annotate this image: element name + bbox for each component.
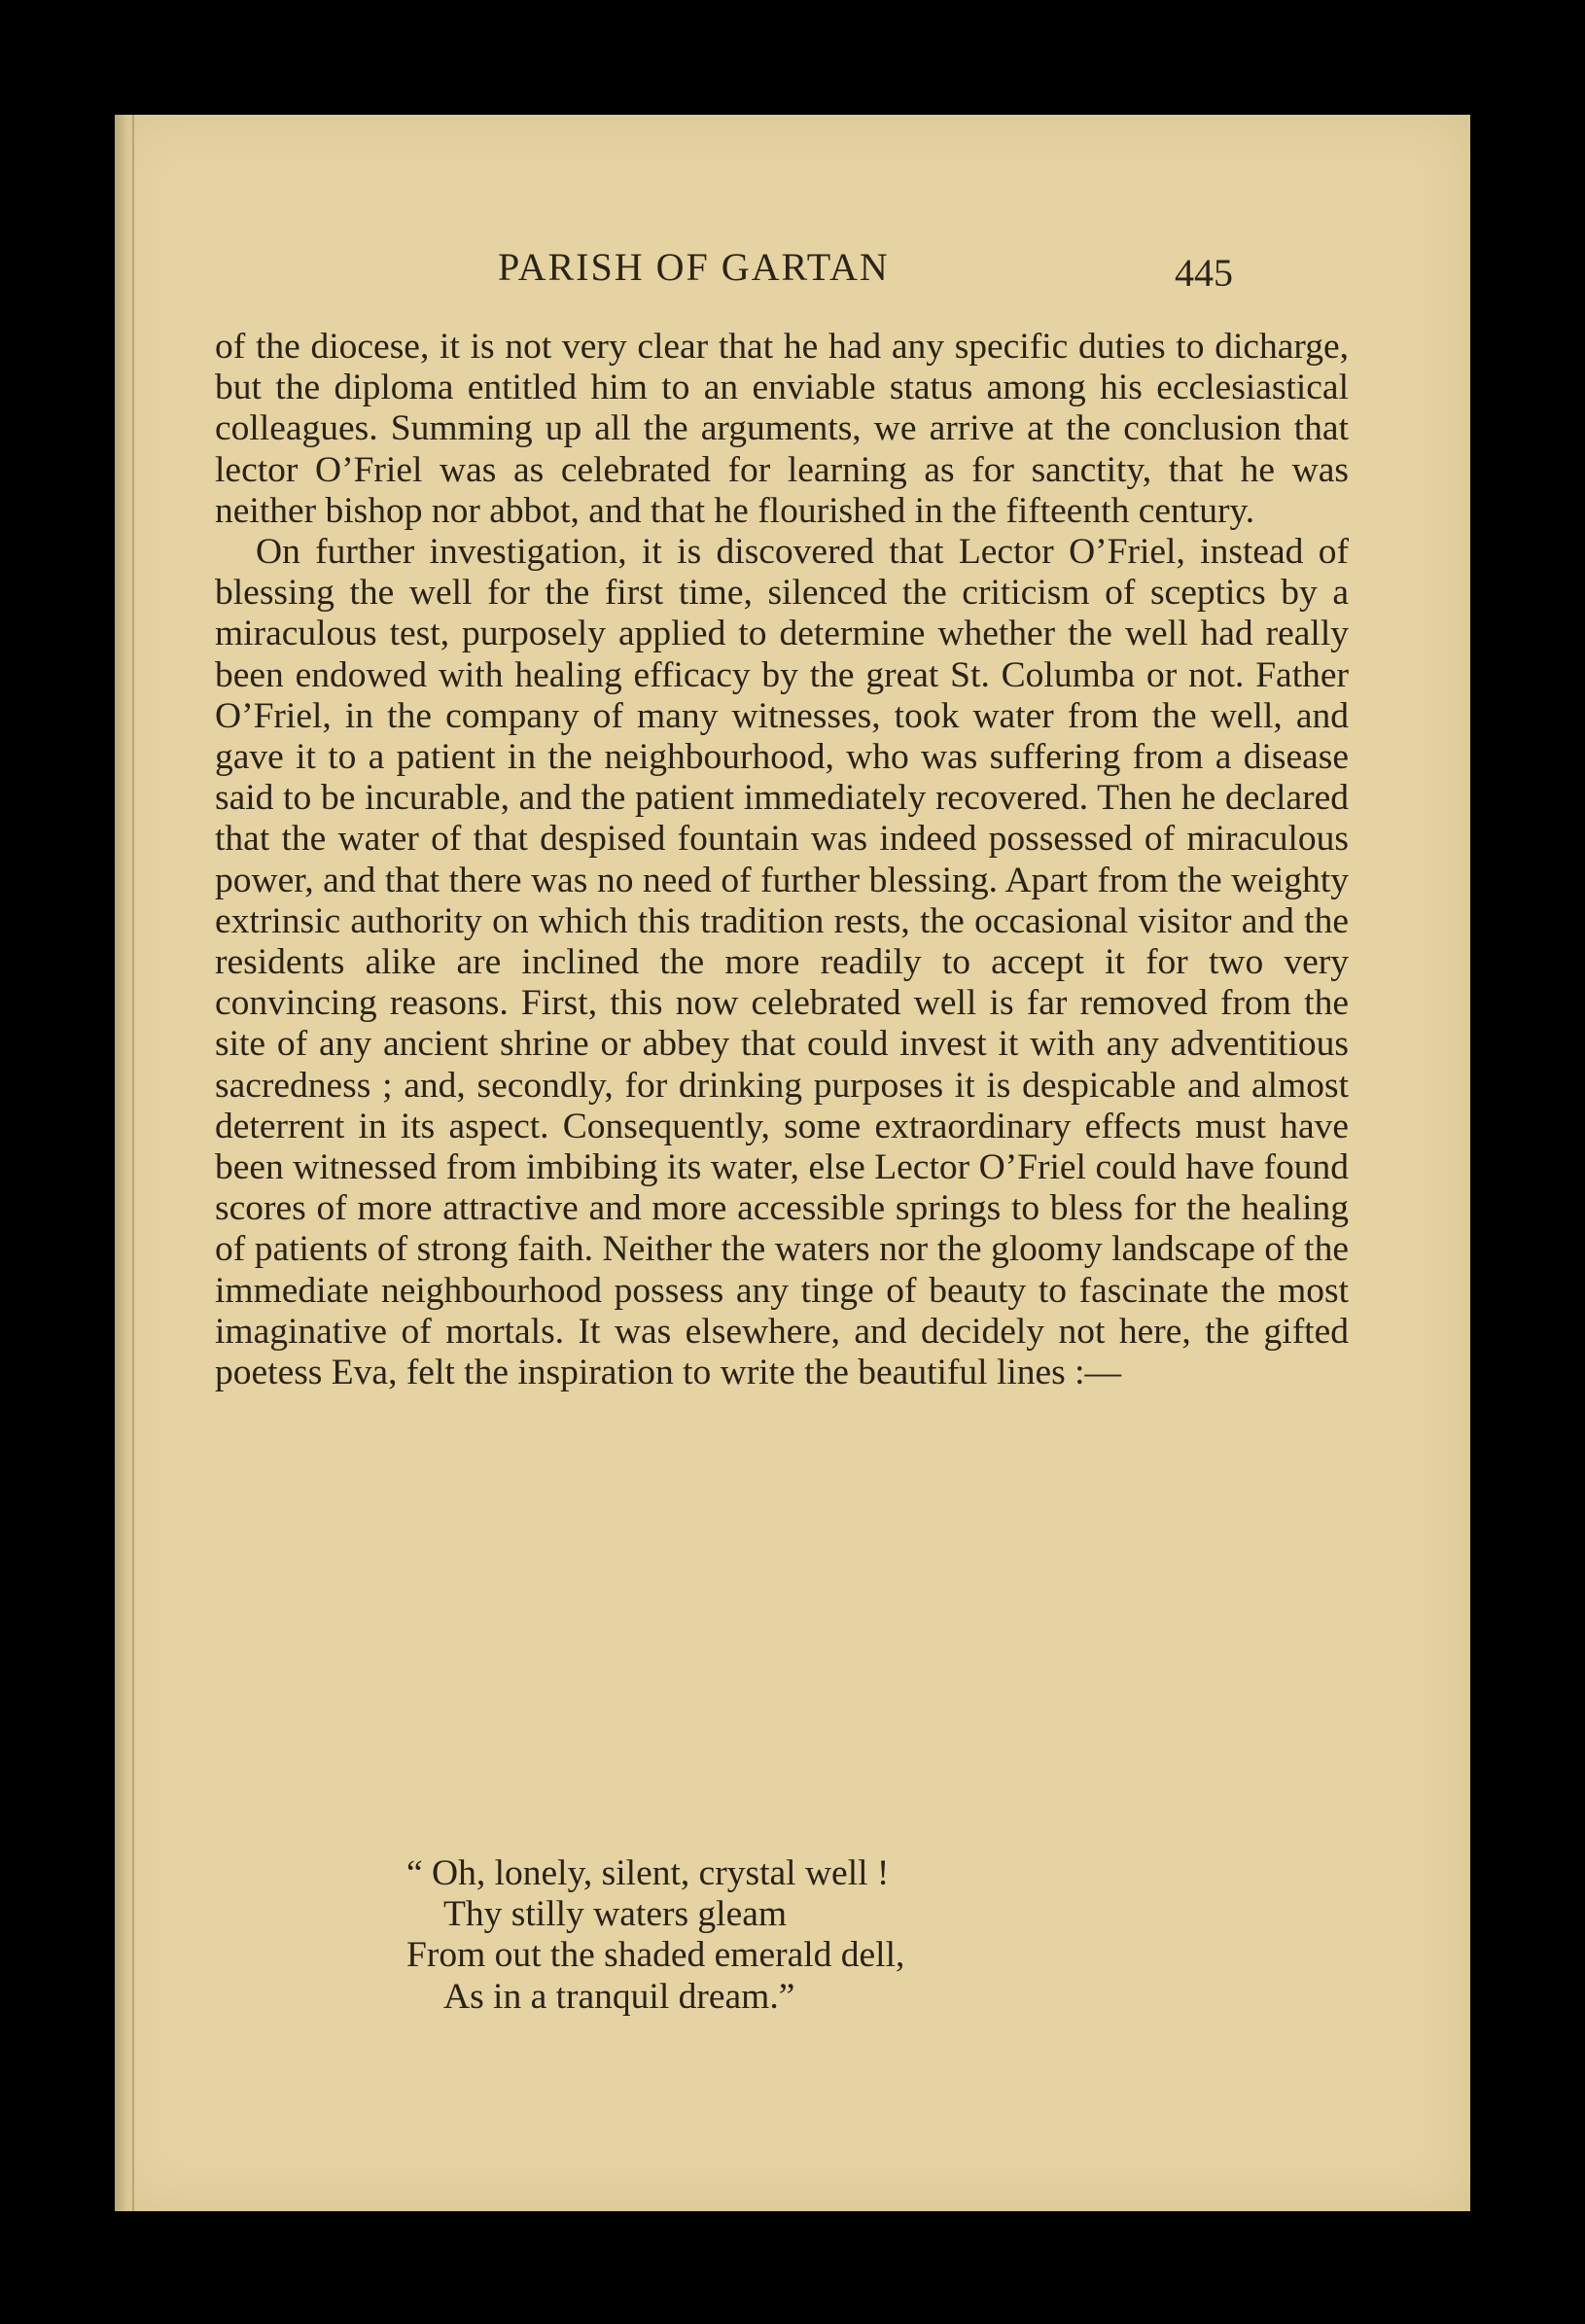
- paragraph-investigation: On further investigation, it is discovered that Lector O’Friel, instead of blessing the well for the first time, silenced the criticism of sceptics by a miraculous test, purposely applied to determine whether the well had really been endowed with healing efficacy by the great St. Columba or not. Father O’Friel, in the company of many witnesses, took water from the well, and gave it to a patient in the neighbourhood, who was suffering from a disease said to be incurable, and the patient immediately recovered. Then he declared that the water of that despised fountain was indeed possessed of miraculous power, and that there was no need of further blessing. Apart from the weighty extrinsic authority on which this tradition rests, the occasional visitor and the residents alike are inclined the more readily to accept it for two very convincing reasons. First, this now celebrated well is far removed from the site of any ancient shrine or abbey that could invest it with any adventitious sacredness ; and, secondly, for drinking purposes it is despicable and almost deterrent in its aspect. Consequently, some extraordinary effects must have been witnessed from imbibing its water, else Lector O’Friel could have found scores of more attractive and more accessible springs to bless for the healing of patients of strong faith. Neither the waters nor the gloomy landscape of the immediate neighbourhood possess any tinge of beauty to fascinate the most imaginative of mortals. It was elsewhere, and decidely not here, the gifted poetess Eva, felt the inspiration to write the beautiful lines :—: [215, 532, 1349, 1393]
- spine-line: [132, 115, 134, 2211]
- book-page: [115, 115, 1470, 2211]
- paragraph-continued: of the diocese, it is not very clear that he had any specific duties to dicharge, but the diploma entitled him to an enviable status among his ecclesiastical colleagues. Summing up all the arguments, we arrive at the conclusion that lector O’Friel was as celebrated for learning as for sanctity, that he was neither bishop nor abbot, and that he flourished in the fifteenth century.: [215, 327, 1349, 531]
- poem-line: As in a tranquil dream.”: [443, 1976, 795, 2017]
- body-text: [215, 327, 1349, 1393]
- running-title: PARISH OF GARTAN: [498, 245, 890, 289]
- page-number: 445: [1175, 251, 1233, 295]
- poem-line: Thy stilly waters gleam: [443, 1894, 788, 1935]
- poem-quote: [406, 1853, 904, 2018]
- poem-line: From out the shaded emerald dell,: [406, 1935, 905, 1976]
- page-header: [115, 244, 1470, 302]
- poem-line: “ Oh, lonely, silent, crystal well !: [406, 1853, 890, 1893]
